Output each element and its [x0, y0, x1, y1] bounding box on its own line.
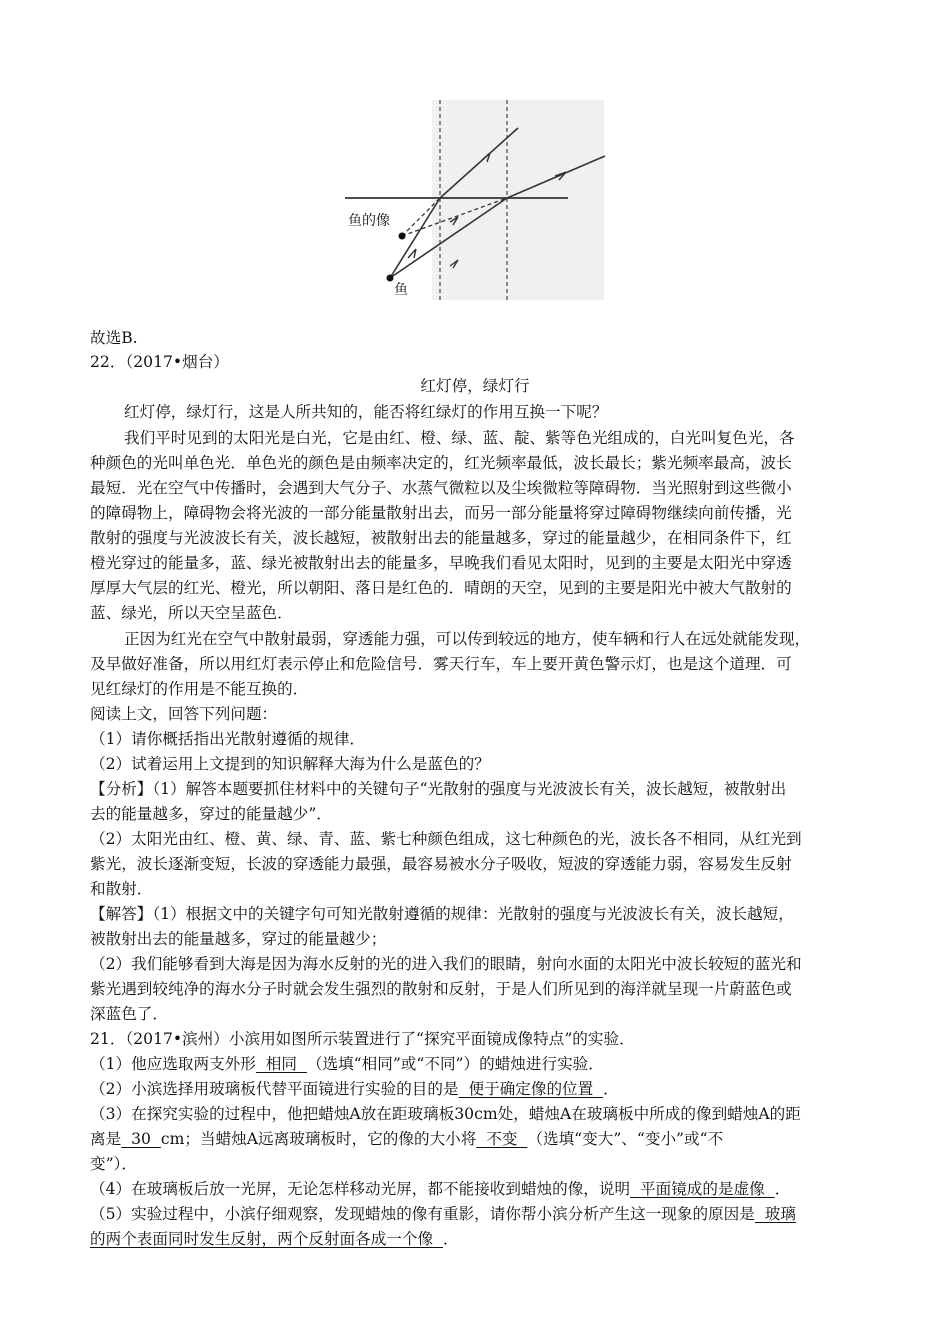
q22-answer-line: （2）我们能够看到大海是因为海水反射的光的进入我们的眼睛，射向水面的太阳光中波长较短的蓝光和 — [90, 955, 802, 973]
q22-article-title: 红灯停，绿灯行 — [420, 377, 530, 395]
q22-prompt: 阅读上文，回答下列问题： — [90, 705, 278, 723]
q21-header: 21．（2017•滨州）小滨用如图所示装置进行了“探究平面镜成像特点”的实验． — [90, 1030, 635, 1048]
q22-analysis-line: 去的能量越多，穿过的能量越少”． — [90, 805, 332, 823]
q21-sub-3-line-2 — [90, 1127, 723, 1151]
q22-question-2: （2）试着运用上文提到的知识解释大海为什么是蓝色的？ — [90, 755, 490, 773]
refraction-diagram-svg — [340, 98, 610, 303]
q21-sub-3-text: 离是 — [90, 1130, 122, 1148]
fish-image-point — [399, 233, 406, 240]
q21-sub-2-answer: 便于确定像的位置 — [458, 1080, 604, 1098]
q22-paragraph-2-line: 种颜色的光叫单色光．单色光的颜色是由频率决定的，红光频率最低，波长最长；紫光频率最高，波长 — [90, 454, 792, 472]
q22-paragraph-2-line: 的障碍物上，障碍物会将光波的一部分能量散射出去，而另一部分能量将穿过障碍物继续向前传播，光 — [90, 504, 792, 522]
q22-answer-line: 深蓝色了． — [90, 1005, 168, 1023]
q21-sub-3-answer-2: 不变 — [476, 1130, 528, 1148]
q22-answer-line: 被散射出去的能量越多，穿过的能量越少； — [90, 930, 387, 948]
q21-sub-5-answer-part-2: 的两个表面同时发生反射，两个反射面各成一个像 — [90, 1230, 443, 1248]
q22-question-1: （1）请你概括指出光散射遵循的规律． — [90, 730, 366, 748]
q22-paragraph-2-line: 散射的强度与光波波长有关，波长越短，被散射出去的能量越多，穿过的能量越少，在相同条件下，红 — [90, 529, 792, 547]
q21-sub-5-line-1 — [90, 1202, 796, 1226]
q21-sub-1-tail: （选填“相同”或“不同”）的蜡烛进行实验． — [306, 1055, 604, 1073]
q21-sub-3-line-1: （3）在探究实验的过程中，他把蜡烛A放在距玻璃板30cm处，蜡烛A在玻璃板中所成的像到蜡烛A的距 — [90, 1105, 801, 1123]
q22-paragraph-2-line: 厚厚大气层的红光、橙光，所以朝阳、落日是红色的．晴朗的天空，见到的主要是阳光中被大气散射的 — [90, 579, 792, 597]
q22-analysis-line: 【分析】（1）解答本题要抓住材料中的关键句子“光散射的强度与光波波长有关，波长越短，被散射出 — [90, 780, 787, 798]
fish-image-label: 鱼的像 — [348, 213, 390, 229]
q22-answer-line: 紫光遇到较纯净的海水分子时就会发生强烈的散射和反射，于是人们所见到的海洋就呈现一片蔚蓝色或 — [90, 980, 792, 998]
q20-answer: 故选B. — [90, 329, 138, 347]
q22-paragraph-3-line: 及早做好准备，所以用红灯表示停止和危险信号．雾天行车，车上要开黄色警示灯，也是这个道理．可 — [90, 655, 792, 673]
q21-sub-2 — [90, 1077, 619, 1101]
fish-point — [387, 275, 394, 282]
q21-sub-3-tail: （选填“变大”、“变小”或“不 — [527, 1130, 724, 1148]
q22-analysis-line: 和散射． — [90, 880, 153, 898]
q21-sub-1-answer: 相同 — [255, 1055, 307, 1073]
q21-sub-4-answer: 平面镜成的是虚像 — [630, 1180, 775, 1198]
q22-analysis-line: （2）太阳光由红、橙、黄、绿、青、蓝、紫七种颜色组成，这七种颜色的光，波长各不相同，从红光到 — [90, 830, 802, 848]
figure-shading — [432, 100, 604, 300]
q21-sub-3-answer-1: 30 — [121, 1130, 161, 1148]
q22-paragraph-2-line: 蓝、绿光，所以天空呈蓝色． — [90, 604, 293, 622]
arrow-mark-4 — [408, 249, 416, 258]
q22-analysis-line: 紫光，波长逐渐变短，长波的穿透能力最强，最容易被水分子吸收，短波的穿透能力弱，容易发生反射 — [90, 855, 792, 873]
q21-sub-4 — [90, 1177, 790, 1201]
q21-sub-5-tail: ． — [442, 1230, 459, 1248]
q21-sub-4-text: （4）在玻璃板后放一光屏，无论怎样移动光屏，都不能接收到蜡烛的像，说明 — [90, 1180, 631, 1198]
q22-paragraph-2-line: 橙光穿过的能量多，蓝、绿光被散射出去的能量多，早晚我们看见太阳时，见到的主要是太阳光中穿透 — [90, 554, 792, 572]
q22-paragraph-2-line: 最短．光在空气中传播时，会遇到大气分子、水蒸气微粒以及尘埃微粒等障碍物．当光照射到这些微小 — [90, 479, 792, 497]
q22-paragraph-3-line: 正因为红光在空气中散射最弱，穿透能力强，可以传到较远的地方，使车辆和行人在远处就能发现， — [124, 630, 811, 648]
q22-header: 22．（2017•烟台） — [90, 353, 229, 371]
q21-sub-5-line-2 — [90, 1227, 459, 1251]
q21-sub-1-text: （1）他应选取两支外形 — [90, 1055, 256, 1073]
q21-sub-2-tail: ． — [603, 1080, 619, 1098]
q21-sub-5-answer-part-1: 玻璃 — [754, 1205, 796, 1223]
q21-sub-2-text: （2）小滨选择用玻璃板代替平面镜进行实验的目的是 — [90, 1080, 459, 1098]
q21-sub-3-mid: cm；当蜡烛A远离玻璃板时，它的像的大小将 — [160, 1130, 477, 1148]
q21-sub-1 — [90, 1052, 604, 1076]
q21-sub-5-text: （5）实验过程中，小滨仔细观察，发现蜡烛的像有重影，请你帮小滨分析产生这一现象的原因是 — [90, 1205, 755, 1223]
q22-paragraph-1: 红灯停，绿灯行，这是人所共知的，能否将红绿灯的作用互换一下呢？ — [124, 403, 608, 421]
q22-paragraph-3-line: 见红绿灯的作用是不能互换的． — [90, 680, 309, 698]
q22-paragraph-2-line: 我们平时见到的太阳光是白光，它是由红、橙、绿、蓝、靛、紫等色光组成的，白光叫复色光，各 — [124, 429, 795, 447]
q21-sub-4-tail: ． — [774, 1180, 791, 1198]
fish-label: 鱼 — [394, 282, 408, 298]
q22-answer-line: 【解答】（1）根据文中的关键字句可知光散射遵循的规律：光散射的强度与光波波长有关，波长越短， — [90, 905, 794, 923]
q21-sub-3-line-3: 变”）． — [90, 1155, 137, 1173]
refraction-diagram — [340, 98, 610, 303]
